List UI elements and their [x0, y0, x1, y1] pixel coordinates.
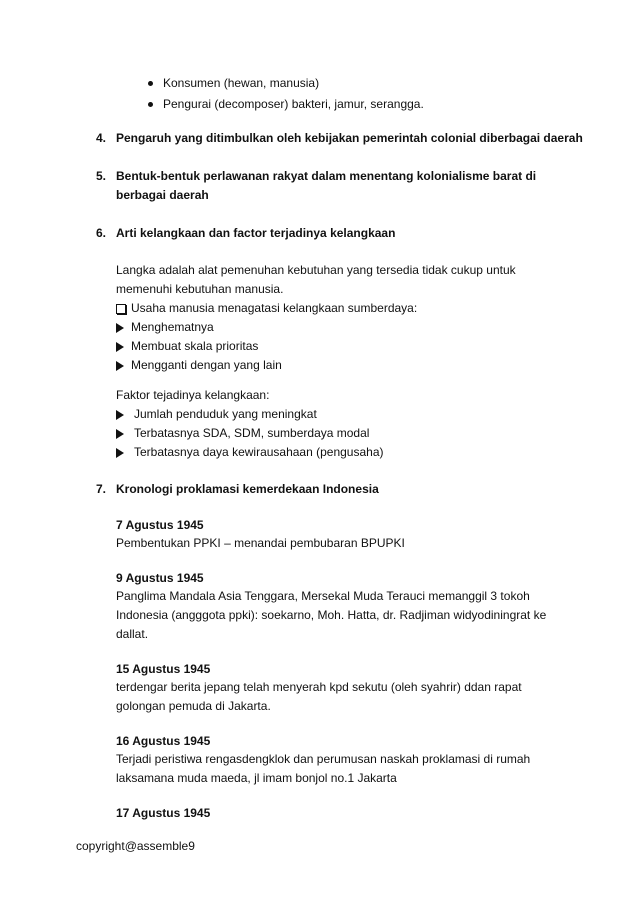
q6-definition-line: Langka adalah alat pemenuhan kebutuhan yang tersedia tidak cukup untuk: [116, 263, 516, 277]
q4-number: 4.: [96, 131, 107, 145]
event-text-line: dallat.: [116, 627, 149, 641]
event-text-line: terdengar berita jepang telah menyerah kpd sekutu (oleh syahrir) ddan rapat: [116, 680, 522, 694]
event-text-line: golongan pemuda di Jakarta.: [116, 699, 271, 713]
event-text-line: Panglima Mandala Asia Tenggara, Mersekal Muda Terauci memanggil 3 tokoh: [116, 589, 530, 603]
q6-number: 6.: [96, 226, 107, 240]
q6-definition-line: memenuhi kebutuhan manusia.: [116, 282, 284, 296]
q6-factor-item: Jumlah penduduk yang meningkat: [134, 407, 317, 421]
event-date: 9 Agustus 1945: [116, 571, 204, 585]
footer-copyright: copyright@assemble9: [76, 839, 195, 853]
q6-effort-item: Menghematnya: [131, 320, 214, 334]
q4-text: Pengaruh yang ditimbulkan oleh kebijakan pemerintah colonial diberbagai daerah: [116, 131, 583, 145]
event-text-line: Indonesia (angggota ppki): soekarno, Moh. Hatta, dr. Radjiman widyodiningrat ke: [116, 608, 547, 622]
event-text-line: laksamana muda maeda, jl imam bonjol no.1 Jakarta: [116, 771, 397, 785]
event-text-line: Terjadi peristiwa rengasdengklok dan perumusan naskah proklamasi di rumah: [116, 752, 531, 766]
event-date: 7 Agustus 1945: [116, 518, 204, 532]
event-date: 15 Agustus 1945: [116, 662, 211, 676]
consumer-item: Konsumen (hewan, manusia): [163, 76, 320, 90]
q6-effort-heading: Usaha manusia menagatasi kelangkaan sumberdaya:: [131, 301, 418, 315]
q5-text-line: Bentuk-bentuk perlawanan rakyat dalam menentang kolonialisme barat di: [116, 169, 537, 183]
q5-text-line: berbagai daerah: [116, 188, 209, 202]
checkbox-square-icon: [116, 300, 126, 316]
event-date: 16 Agustus 1945: [116, 734, 211, 748]
arrow-bullet-icon: [116, 444, 124, 460]
arrow-bullet-icon: [116, 319, 124, 335]
q6-title: Arti kelangkaan dan factor terjadinya kelangkaan: [116, 226, 396, 240]
arrow-bullet-icon: [116, 406, 124, 422]
consumer-item: Pengurai (decomposer) bakteri, jamur, serangga.: [163, 97, 424, 111]
event-date: 17 Agustus 1945: [116, 806, 211, 820]
event-text-line: Pembentukan PPKI – menandai pembubaran BPUPKI: [116, 536, 405, 550]
arrow-bullet-icon: [116, 338, 124, 354]
arrow-bullet-icon: [116, 357, 124, 373]
q6-factor-heading: Faktor tejadinya kelangkaan:: [116, 388, 270, 402]
q7-number: 7.: [96, 482, 107, 496]
arrow-bullet-icon: [116, 425, 124, 441]
q6-effort-item: Membuat skala prioritas: [131, 339, 259, 353]
q7-title: Kronologi proklamasi kemerdekaan Indonesia: [116, 482, 379, 496]
bullet-dot-icon: [148, 96, 153, 112]
q5-number: 5.: [96, 169, 107, 183]
q6-effort-item: Mengganti dengan yang lain: [131, 358, 282, 372]
q6-factor-item: Terbatasnya SDA, SDM, sumberdaya modal: [134, 426, 370, 440]
bullet-dot-icon: [148, 75, 153, 91]
q6-factor-item: Terbatasnya daya kewirausahaan (pengusaha): [134, 445, 384, 459]
